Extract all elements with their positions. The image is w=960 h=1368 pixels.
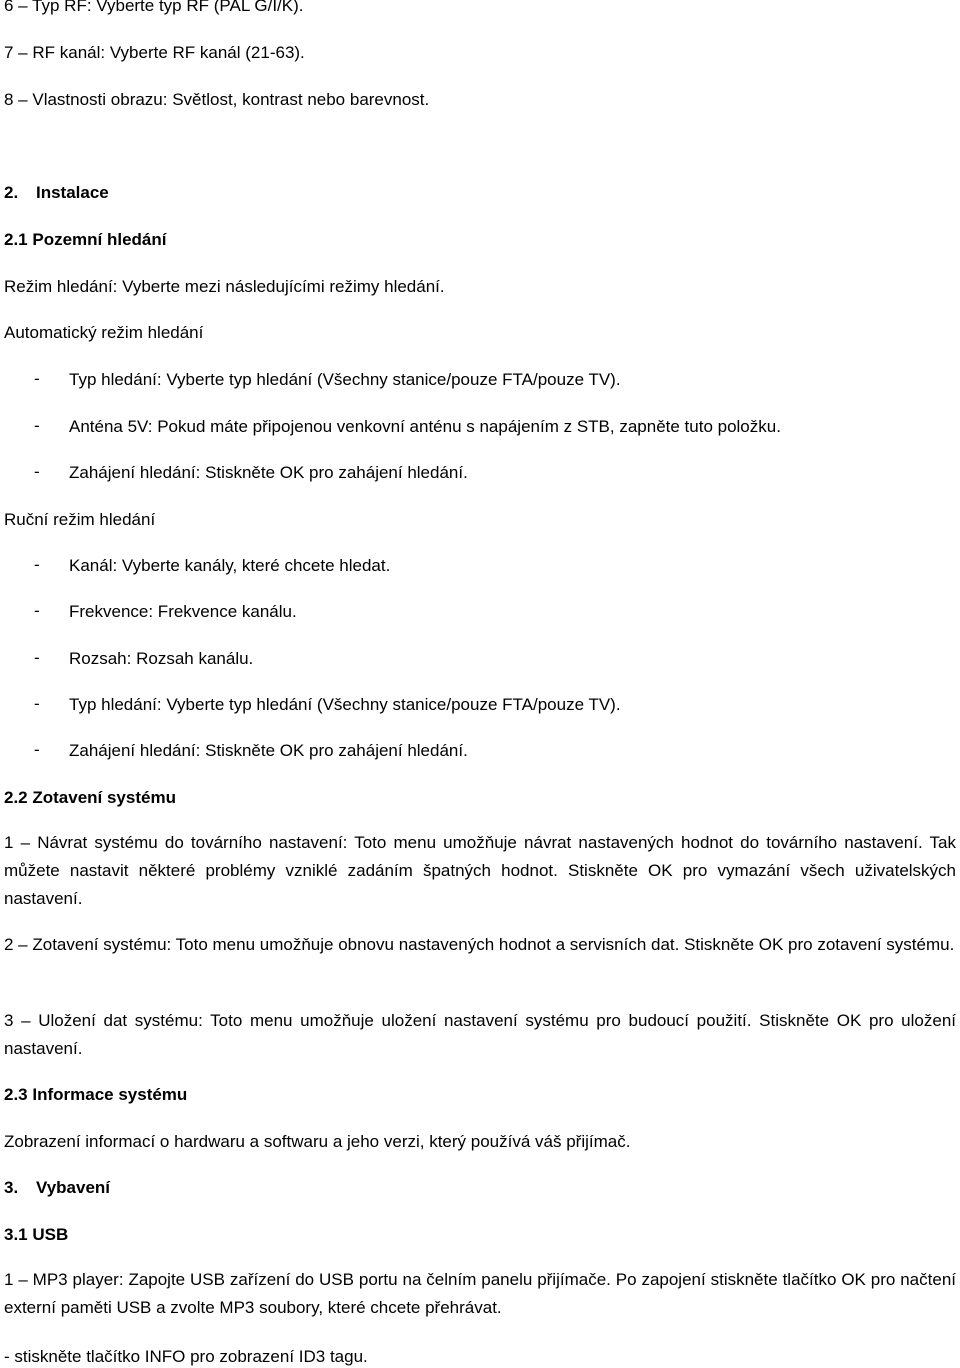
list-bullet: - [34, 462, 40, 481]
paragraph-mp3-player: 1 – MP3 player: Zapojte USB zařízení do USB portu na čelním panelu přijímače. Po zapojení stiskněte tlačítko OK pro načtení externí paměti USB a zvolte MP3 soubory, které chcete přehrávat. [4, 1270, 956, 1317]
section-title-installation: Instalace [36, 183, 109, 202]
section-title-equipment: Vybavení [36, 1178, 111, 1197]
list-item-picture: 8 – Vlastnosti obrazu: Světlost, kontrast nebo barevnost. [4, 90, 430, 109]
section-number-2: 2. [4, 183, 19, 202]
paragraph-factory-reset: 1 – Návrat systému do továrního nastavení: Toto menu umožňuje návrat nastavených hodnot do továrního nastavení. Tak můžete nastavit některé problémy vzniklé zadáním špatných hodnot. Stiskněte OK pro vymazání všech uživatelských nastavení. [4, 833, 956, 908]
list-bullet: - [34, 601, 40, 620]
id3-tag-text: - stiskněte tlačítko INFO pro zobrazení ID3 tagu. [4, 1347, 368, 1366]
search-mode-text: Režim hledání: Vyberte mezi následujícími režimy hledání. [4, 277, 445, 296]
heading-system-recovery: 2.2 Zotavení systému [4, 788, 176, 807]
heading-usb: 3.1 USB [4, 1225, 69, 1244]
paragraph-save-data: 3 – Uložení dat systému: Toto menu umožňuje uložení nastavení systému pro budoucí použití. Stiskněte OK pro uložení nastavení. [4, 1011, 956, 1058]
list-item: Frekvence: Frekvence kanálu. [69, 602, 297, 621]
heading-system-info: 2.3 Informace systému [4, 1085, 188, 1104]
list-bullet: - [34, 648, 40, 667]
list-item: Rozsah: Rozsah kanálu. [69, 649, 254, 668]
list-item: Anténa 5V: Pokud máte připojenou venkovní anténu s napájením z STB, zapněte tuto položku. [69, 417, 781, 436]
list-item: Zahájení hledání: Stiskněte OK pro zahájení hledání. [69, 741, 468, 760]
paragraph-system-recovery: 2 – Zotavení systému: Toto menu umožňuje obnovu nastavených hodnot a servisních dat. Stiskněte OK pro zotavení systému. [4, 935, 955, 954]
manual-mode-title: Ruční režim hledání [4, 510, 156, 529]
list-item-rf-type: 6 – Typ RF: Vyberte typ RF (PAL G/I/K). [4, 0, 304, 15]
list-item: Kanál: Vyberte kanály, které chcete hledat. [69, 556, 391, 575]
system-info-text: Zobrazení informací o hardwaru a softwaru a jeho verzi, který používá váš přijímač. [4, 1132, 631, 1151]
list-bullet: - [34, 416, 40, 435]
list-item: Zahájení hledání: Stiskněte OK pro zahájení hledání. [69, 463, 468, 482]
section-number-3: 3. [4, 1178, 19, 1197]
list-bullet: - [34, 694, 40, 713]
list-bullet: - [34, 555, 40, 574]
list-item-rf-channel: 7 – RF kanál: Vyberte RF kanál (21-63). [4, 43, 305, 62]
auto-mode-title: Automatický režim hledání [4, 323, 204, 342]
list-bullet: - [34, 369, 40, 388]
list-bullet: - [34, 740, 40, 759]
heading-terrestrial-search: 2.1 Pozemní hledání [4, 230, 167, 249]
list-item: Typ hledání: Vyberte typ hledání (Všechny stanice/pouze FTA/pouze TV). [69, 695, 621, 714]
list-item: Typ hledání: Vyberte typ hledání (Všechny stanice/pouze FTA/pouze TV). [69, 370, 621, 389]
